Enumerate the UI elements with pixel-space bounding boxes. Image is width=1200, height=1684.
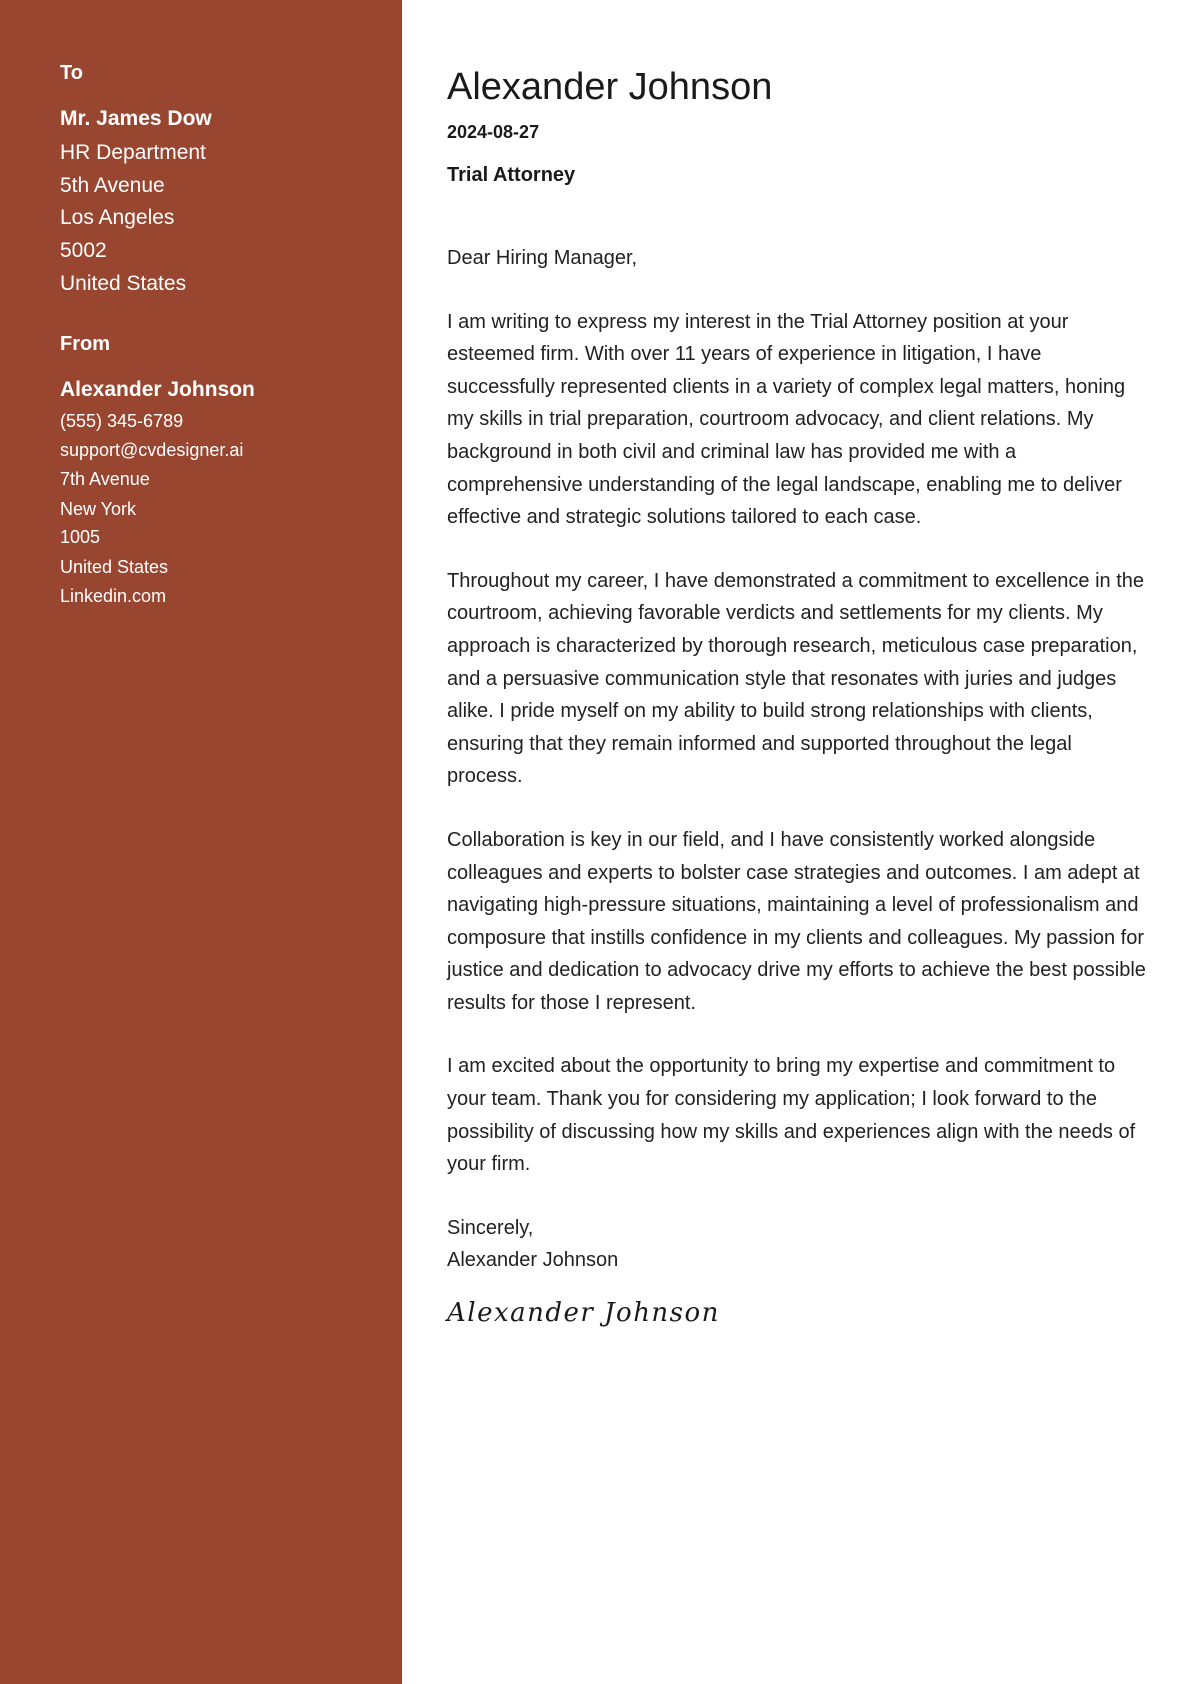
from-heading: From <box>60 333 110 355</box>
signature: Alexander Johnson <box>447 1298 720 1328</box>
letter-body <box>447 242 1147 1277</box>
to-heading: To <box>60 62 83 84</box>
paragraph-3: Collaboration is key in our field, and I have consistently worked alongside colleagues and experts to bolster case strategies and outcomes. I am adept at navigating high-pressure situations, maintaining a level of professionalism and composure that instills confidence in my clients and colleagues. My passion for justice and dedication to advocacy drive my efforts to achieve the best possible results for those I represent. <box>447 828 1146 1014</box>
salutation: Dear Hiring Manager, <box>447 247 638 269</box>
paragraph-1: I am writing to express my interest in the Trial Attorney position at your esteemed firm. With over 11 years of experience in litigation, I have successfully represented clients in a variety of complex legal matters, honing my skills in trial preparation, courtroom advocacy, and client relations. My background in both civil and criminal law has provided me with a comprehensive understanding of the legal landscape, enabling me to deliver effective and strategic solutions tailored to each case. <box>447 310 1126 529</box>
recipient-country: United States <box>60 272 187 295</box>
sender-city: New York <box>60 499 137 519</box>
sender-website[interactable]: Linkedin.com <box>60 586 167 606</box>
paragraph-4: I am excited about the opportunity to bring my expertise and commitment to your team. Thank you for considering my application; I look forward to the possibility of discussing how my skills and experiences align with the needs of your firm. <box>447 1055 1136 1176</box>
sidebar <box>0 0 402 1684</box>
sender-country: United States <box>60 557 169 577</box>
sender-phone: (555) 345-6789 <box>60 411 184 431</box>
recipient-street: 5th Avenue <box>60 174 165 197</box>
recipient-name: Mr. James Dow <box>60 107 212 130</box>
sender-street: 7th Avenue <box>60 469 150 489</box>
sender-zip: 1005 <box>60 527 101 547</box>
sender-name: Alexander Johnson <box>60 378 255 401</box>
recipient-zip: 5002 <box>60 239 107 262</box>
job-role: Trial Attorney <box>447 164 576 186</box>
closing: Sincerely, <box>447 1216 534 1239</box>
applicant-name: Alexander Johnson <box>447 66 773 108</box>
letter-date: 2024-08-27 <box>447 122 540 142</box>
recipient-department: HR Department <box>60 141 206 164</box>
closing-name: Alexander Johnson <box>447 1249 619 1272</box>
paragraph-2: Throughout my career, I have demonstrated a commitment to excellence in the courtroom, achieving favorable verdicts and settlements for my clients. My approach is characterized by thorough research, meticulous case preparation, and a persuasive communication style that resonates with juries and judges alike. I pride myself on my ability to build strong relationships with clients, ensuring that they remain informed and supported throughout the legal process. <box>447 569 1145 788</box>
recipient-city: Los Angeles <box>60 206 175 229</box>
sender-email[interactable]: support@cvdesigner.ai <box>60 440 244 460</box>
